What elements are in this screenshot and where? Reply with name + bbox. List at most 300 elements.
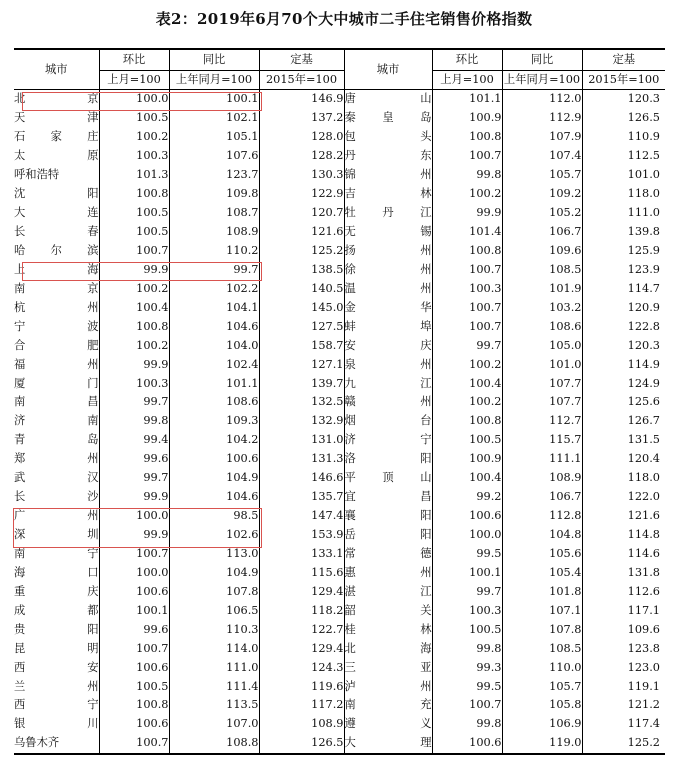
city-cell-right [344, 279, 432, 298]
city-name: 乌鲁木齐 [14, 736, 60, 750]
yoy-cell-left: 102.1 [169, 109, 259, 128]
city-name: 深圳 [14, 528, 99, 542]
mom-cell-right: 100.9 [432, 450, 502, 469]
fixed-cell-left: 122.7 [259, 620, 344, 639]
mom-cell-right: 100.4 [432, 469, 502, 488]
yoy-cell-right: 104.8 [502, 526, 582, 545]
city-cell-right [344, 412, 432, 431]
mom-cell-right: 99.8 [432, 166, 502, 185]
city-name: 兰州 [14, 679, 99, 693]
city-name: 平顶山 [344, 471, 432, 485]
city-name: 重庆 [14, 584, 99, 598]
table-row [14, 336, 665, 355]
yoy-cell-right: 105.6 [502, 545, 582, 564]
fixed-cell-right: 117.1 [582, 601, 665, 620]
table-row [14, 128, 665, 147]
fixed-cell-left: 139.7 [259, 374, 344, 393]
fixed-cell-left: 117.2 [259, 696, 344, 715]
fixed-cell-right: 121.6 [582, 507, 665, 526]
city-name: 烟台 [344, 414, 432, 428]
city-cell-right [344, 317, 432, 336]
city-name: 安庆 [344, 338, 432, 352]
city-name: 济南 [14, 414, 99, 428]
mom-cell-left: 100.0 [99, 507, 169, 526]
mom-cell-right: 99.3 [432, 658, 502, 677]
city-cell-left [14, 204, 99, 223]
mom-cell-left: 99.9 [99, 526, 169, 545]
city-cell-left [14, 109, 99, 128]
yoy-cell-left: 104.6 [169, 317, 259, 336]
mom-cell-right: 101.1 [432, 90, 502, 109]
mom-cell-right: 100.6 [432, 507, 502, 526]
fixed-cell-left: 135.7 [259, 488, 344, 507]
city-name: 秦皇岛 [344, 111, 432, 125]
fixed-cell-right: 120.3 [582, 90, 665, 109]
fixed-cell-left: 130.3 [259, 166, 344, 185]
mom-cell-left: 100.0 [99, 90, 169, 109]
table-row [14, 298, 665, 317]
yoy-cell-right: 101.9 [502, 279, 582, 298]
fixed-cell-left: 137.2 [259, 109, 344, 128]
city-name: 三亚 [344, 660, 432, 674]
mom-cell-left: 100.3 [99, 147, 169, 166]
fixed-cell-left: 124.3 [259, 658, 344, 677]
mom-cell-right: 100.7 [432, 317, 502, 336]
fixed-cell-right: 120.4 [582, 450, 665, 469]
table-row [14, 185, 665, 204]
table-row [14, 147, 665, 166]
mom-cell-right: 100.2 [432, 185, 502, 204]
mom-cell-left: 99.8 [99, 412, 169, 431]
yoy-cell-right: 107.9 [502, 128, 582, 147]
yoy-cell-right: 103.2 [502, 298, 582, 317]
yoy-base-left: 上年同月=100 [169, 71, 259, 90]
yoy-cell-right: 108.6 [502, 317, 582, 336]
yoy-cell-right: 107.1 [502, 601, 582, 620]
fixed-cell-left: 127.1 [259, 355, 344, 374]
table-row [14, 355, 665, 374]
city-name: 扬州 [344, 243, 432, 257]
city-name: 济宁 [344, 433, 432, 447]
yoy-cell-left: 111.4 [169, 677, 259, 696]
mom-cell-left: 99.9 [99, 260, 169, 279]
city-cell-right [344, 601, 432, 620]
yoy-cell-right: 109.2 [502, 185, 582, 204]
mom-cell-left: 100.4 [99, 298, 169, 317]
fixed-cell-right: 114.8 [582, 526, 665, 545]
yoy-cell-left: 99.7 [169, 260, 259, 279]
city-cell-right [344, 526, 432, 545]
yoy-cell-left: 107.8 [169, 582, 259, 601]
mom-cell-left: 100.7 [99, 242, 169, 261]
fixed-cell-left: 138.5 [259, 260, 344, 279]
price-index-table [14, 48, 665, 755]
table-row [14, 223, 665, 242]
city-cell-right [344, 374, 432, 393]
yoy-cell-right: 107.8 [502, 620, 582, 639]
city-cell-left [14, 582, 99, 601]
fixed-cell-right: 114.6 [582, 545, 665, 564]
mom-cell-right: 99.8 [432, 639, 502, 658]
mom-cell-right: 100.3 [432, 279, 502, 298]
yoy-cell-left: 102.2 [169, 279, 259, 298]
fixed-cell-left: 140.5 [259, 279, 344, 298]
yoy-cell-right: 112.0 [502, 90, 582, 109]
yoy-cell-left: 104.2 [169, 431, 259, 450]
mom-base-right: 上月=100 [432, 71, 502, 90]
table-row [14, 393, 665, 412]
fixed-cell-right: 126.5 [582, 109, 665, 128]
city-name: 金华 [344, 300, 432, 314]
city-cell-left [14, 223, 99, 242]
fixed-cell-right: 109.6 [582, 620, 665, 639]
city-name: 徐州 [344, 262, 432, 276]
fixed-cell-left: 146.6 [259, 469, 344, 488]
city-name: 大理 [344, 736, 432, 750]
yoy-cell-left: 104.1 [169, 298, 259, 317]
mom-cell-right: 100.9 [432, 109, 502, 128]
city-cell-right [344, 204, 432, 223]
table-row [14, 204, 665, 223]
city-cell-left [14, 260, 99, 279]
city-name: 呼和浩特 [14, 168, 60, 182]
city-name: 福州 [14, 357, 99, 371]
city-cell-left [14, 336, 99, 355]
table-row [14, 563, 665, 582]
city-cell-left [14, 545, 99, 564]
city-cell-right [344, 658, 432, 677]
mom-cell-right: 100.8 [432, 128, 502, 147]
fixed-cell-left: 145.0 [259, 298, 344, 317]
mom-cell-right: 99.5 [432, 545, 502, 564]
fixed-cell-right: 131.5 [582, 431, 665, 450]
yoy-cell-right: 101.8 [502, 582, 582, 601]
city-name: 昆明 [14, 641, 99, 655]
mom-cell-left: 100.5 [99, 223, 169, 242]
mom-cell-left: 100.7 [99, 639, 169, 658]
fixed-cell-left: 129.4 [259, 582, 344, 601]
mom-cell-left: 101.3 [99, 166, 169, 185]
fixed-cell-right: 114.7 [582, 279, 665, 298]
table-row [14, 639, 665, 658]
page-title: 表2：2019年6月70个大中城市二手住宅销售价格指数 [155, 10, 533, 28]
table-row [14, 90, 665, 109]
city-cell-left [14, 431, 99, 450]
city-header-left: 城市 [14, 49, 99, 90]
yoy-cell-right: 107.7 [502, 374, 582, 393]
fixed-cell-left: 158.7 [259, 336, 344, 355]
city-name: 九江 [344, 376, 432, 390]
yoy-cell-right: 105.7 [502, 166, 582, 185]
yoy-cell-right: 105.7 [502, 677, 582, 696]
mom-cell-right: 100.7 [432, 696, 502, 715]
yoy-cell-right: 110.0 [502, 658, 582, 677]
city-name: 哈尔滨 [14, 243, 99, 257]
yoy-cell-right: 106.7 [502, 223, 582, 242]
city-cell-left [14, 734, 99, 754]
mom-cell-left: 100.5 [99, 677, 169, 696]
city-name: 郑州 [14, 452, 99, 466]
mom-cell-left: 99.7 [99, 393, 169, 412]
yoy-cell-left: 108.8 [169, 734, 259, 754]
mom-cell-left: 100.0 [99, 563, 169, 582]
mom-cell-left: 100.5 [99, 109, 169, 128]
city-name: 丹东 [344, 149, 432, 163]
fixed-cell-right: 101.0 [582, 166, 665, 185]
city-name: 长沙 [14, 490, 99, 504]
yoy-cell-right: 112.8 [502, 507, 582, 526]
city-cell-right [344, 507, 432, 526]
city-cell-left [14, 601, 99, 620]
yoy-cell-left: 106.5 [169, 601, 259, 620]
fixed-cell-left: 153.9 [259, 526, 344, 545]
mom-cell-left: 100.7 [99, 545, 169, 564]
city-cell-left [14, 355, 99, 374]
city-cell-right [344, 469, 432, 488]
table-row [14, 715, 665, 734]
city-cell-left [14, 279, 99, 298]
fixed-cell-right: 117.4 [582, 715, 665, 734]
fixed-cell-left: 146.9 [259, 90, 344, 109]
fixed-cell-left: 120.7 [259, 204, 344, 223]
yoy-cell-left: 114.0 [169, 639, 259, 658]
mom-cell-left: 99.4 [99, 431, 169, 450]
fixed-cell-left: 118.2 [259, 601, 344, 620]
table-row [14, 260, 665, 279]
fixed-cell-right: 123.8 [582, 639, 665, 658]
city-name: 无锡 [344, 225, 432, 239]
city-cell-right [344, 298, 432, 317]
fixed-cell-right: 112.6 [582, 582, 665, 601]
fixed-cell-left: 132.9 [259, 412, 344, 431]
city-cell-left [14, 185, 99, 204]
city-cell-right [344, 734, 432, 754]
mom-cell-left: 100.6 [99, 658, 169, 677]
fixed-cell-left: 121.6 [259, 223, 344, 242]
table-row [14, 469, 665, 488]
fixed-header-right: 定基 [582, 49, 665, 71]
table-row [14, 507, 665, 526]
mom-cell-right: 100.5 [432, 431, 502, 450]
city-cell-left [14, 563, 99, 582]
yoy-cell-left: 101.1 [169, 374, 259, 393]
city-name: 北海 [344, 641, 432, 655]
city-cell-left [14, 128, 99, 147]
mom-cell-right: 100.2 [432, 355, 502, 374]
city-name: 泉州 [344, 357, 432, 371]
table-row [14, 412, 665, 431]
mom-cell-right: 100.4 [432, 374, 502, 393]
city-cell-left [14, 620, 99, 639]
mom-cell-right: 100.3 [432, 601, 502, 620]
table-row [14, 166, 665, 185]
city-name: 太原 [14, 149, 99, 163]
city-cell-left [14, 696, 99, 715]
mom-header-left: 环比 [99, 49, 169, 71]
yoy-cell-right: 105.0 [502, 336, 582, 355]
mom-cell-right: 100.6 [432, 734, 502, 754]
mom-cell-left: 100.3 [99, 374, 169, 393]
city-name: 南充 [344, 698, 432, 712]
mom-cell-right: 99.2 [432, 488, 502, 507]
city-cell-left [14, 374, 99, 393]
mom-cell-right: 99.7 [432, 582, 502, 601]
mom-cell-right: 99.8 [432, 715, 502, 734]
city-cell-left [14, 393, 99, 412]
fixed-cell-right: 122.0 [582, 488, 665, 507]
mom-cell-right: 99.7 [432, 336, 502, 355]
table-row [14, 488, 665, 507]
city-name: 湛江 [344, 584, 432, 598]
yoy-cell-right: 108.5 [502, 639, 582, 658]
city-name: 唐山 [344, 92, 432, 106]
yoy-cell-right: 112.7 [502, 412, 582, 431]
city-name: 贵阳 [14, 622, 99, 636]
fixed-cell-right: 119.1 [582, 677, 665, 696]
city-cell-left [14, 677, 99, 696]
city-name: 常德 [344, 546, 432, 560]
fixed-cell-left: 133.1 [259, 545, 344, 564]
mom-cell-right: 100.8 [432, 412, 502, 431]
fixed-cell-right: 125.2 [582, 734, 665, 754]
city-name: 天津 [14, 111, 99, 125]
yoy-cell-left: 110.3 [169, 620, 259, 639]
fixed-base-left: 2015年=100 [259, 71, 344, 90]
yoy-cell-right: 107.7 [502, 393, 582, 412]
city-name: 宁波 [14, 319, 99, 333]
city-cell-right [344, 393, 432, 412]
city-cell-left [14, 450, 99, 469]
yoy-header-right: 同比 [502, 49, 582, 71]
city-cell-left [14, 90, 99, 109]
city-cell-right [344, 223, 432, 242]
yoy-cell-left: 111.0 [169, 658, 259, 677]
yoy-cell-left: 104.9 [169, 469, 259, 488]
mom-cell-left: 100.8 [99, 317, 169, 336]
fixed-cell-right: 120.9 [582, 298, 665, 317]
table-row [14, 374, 665, 393]
table-row [14, 545, 665, 564]
mom-cell-right: 100.7 [432, 298, 502, 317]
yoy-cell-left: 113.0 [169, 545, 259, 564]
yoy-cell-left: 107.0 [169, 715, 259, 734]
mom-cell-left: 100.8 [99, 696, 169, 715]
city-cell-left [14, 147, 99, 166]
fixed-header-left: 定基 [259, 49, 344, 71]
mom-cell-left: 100.5 [99, 204, 169, 223]
fixed-cell-left: 115.6 [259, 563, 344, 582]
fixed-cell-right: 121.2 [582, 696, 665, 715]
city-name: 蚌埠 [344, 319, 432, 333]
fixed-cell-right: 124.9 [582, 374, 665, 393]
yoy-cell-left: 104.0 [169, 336, 259, 355]
fixed-cell-left: 108.9 [259, 715, 344, 734]
table-row [14, 677, 665, 696]
city-cell-left [14, 412, 99, 431]
yoy-cell-left: 109.3 [169, 412, 259, 431]
mom-cell-left: 99.9 [99, 488, 169, 507]
city-name: 沈阳 [14, 187, 99, 201]
city-header-right: 城市 [344, 49, 432, 90]
city-name: 成都 [14, 603, 99, 617]
fixed-cell-right: 126.7 [582, 412, 665, 431]
city-name: 襄阳 [344, 509, 432, 523]
yoy-cell-right: 115.7 [502, 431, 582, 450]
mom-cell-left: 99.7 [99, 469, 169, 488]
yoy-cell-left: 105.1 [169, 128, 259, 147]
yoy-cell-right: 119.0 [502, 734, 582, 754]
city-cell-left [14, 507, 99, 526]
yoy-cell-right: 111.1 [502, 450, 582, 469]
yoy-cell-left: 100.1 [169, 90, 259, 109]
mom-cell-right: 100.0 [432, 526, 502, 545]
yoy-cell-right: 112.9 [502, 109, 582, 128]
city-cell-right [344, 620, 432, 639]
yoy-cell-left: 109.8 [169, 185, 259, 204]
table-row [14, 582, 665, 601]
yoy-cell-left: 108.6 [169, 393, 259, 412]
city-cell-right [344, 450, 432, 469]
mom-cell-left: 99.6 [99, 620, 169, 639]
city-cell-right [344, 715, 432, 734]
yoy-cell-left: 107.6 [169, 147, 259, 166]
fixed-cell-left: 128.2 [259, 147, 344, 166]
table-header [14, 49, 665, 90]
yoy-cell-right: 105.8 [502, 696, 582, 715]
table-row [14, 601, 665, 620]
fixed-cell-left: 119.6 [259, 677, 344, 696]
city-cell-left [14, 488, 99, 507]
city-name: 温州 [344, 281, 432, 295]
table-row [14, 279, 665, 298]
city-name: 桂林 [344, 622, 432, 636]
city-name: 上海 [14, 262, 99, 276]
city-name: 韶关 [344, 603, 432, 617]
mom-base-left: 上月=100 [99, 71, 169, 90]
mom-cell-right: 101.4 [432, 223, 502, 242]
city-cell-right [344, 128, 432, 147]
city-name: 西宁 [14, 698, 99, 712]
fixed-cell-left: 128.0 [259, 128, 344, 147]
city-name: 锦州 [344, 168, 432, 182]
fixed-cell-right: 118.0 [582, 469, 665, 488]
city-cell-right [344, 563, 432, 582]
city-cell-right [344, 431, 432, 450]
fixed-cell-left: 132.5 [259, 393, 344, 412]
mom-cell-left: 100.2 [99, 279, 169, 298]
fixed-cell-right: 112.5 [582, 147, 665, 166]
city-cell-left [14, 715, 99, 734]
fixed-cell-left: 125.2 [259, 242, 344, 261]
yoy-cell-left: 100.6 [169, 450, 259, 469]
city-name: 石家庄 [14, 130, 99, 144]
city-cell-right [344, 260, 432, 279]
city-cell-left [14, 526, 99, 545]
yoy-cell-left: 108.7 [169, 204, 259, 223]
yoy-cell-left: 113.5 [169, 696, 259, 715]
table-row [14, 620, 665, 639]
city-name: 宜昌 [344, 490, 432, 504]
city-name: 西安 [14, 660, 99, 674]
fixed-cell-right: 123.0 [582, 658, 665, 677]
city-name: 惠州 [344, 565, 432, 579]
mom-cell-right: 100.7 [432, 260, 502, 279]
city-cell-right [344, 355, 432, 374]
table-body [14, 90, 665, 754]
yoy-cell-right: 105.4 [502, 563, 582, 582]
fixed-cell-left: 147.4 [259, 507, 344, 526]
table-row [14, 658, 665, 677]
